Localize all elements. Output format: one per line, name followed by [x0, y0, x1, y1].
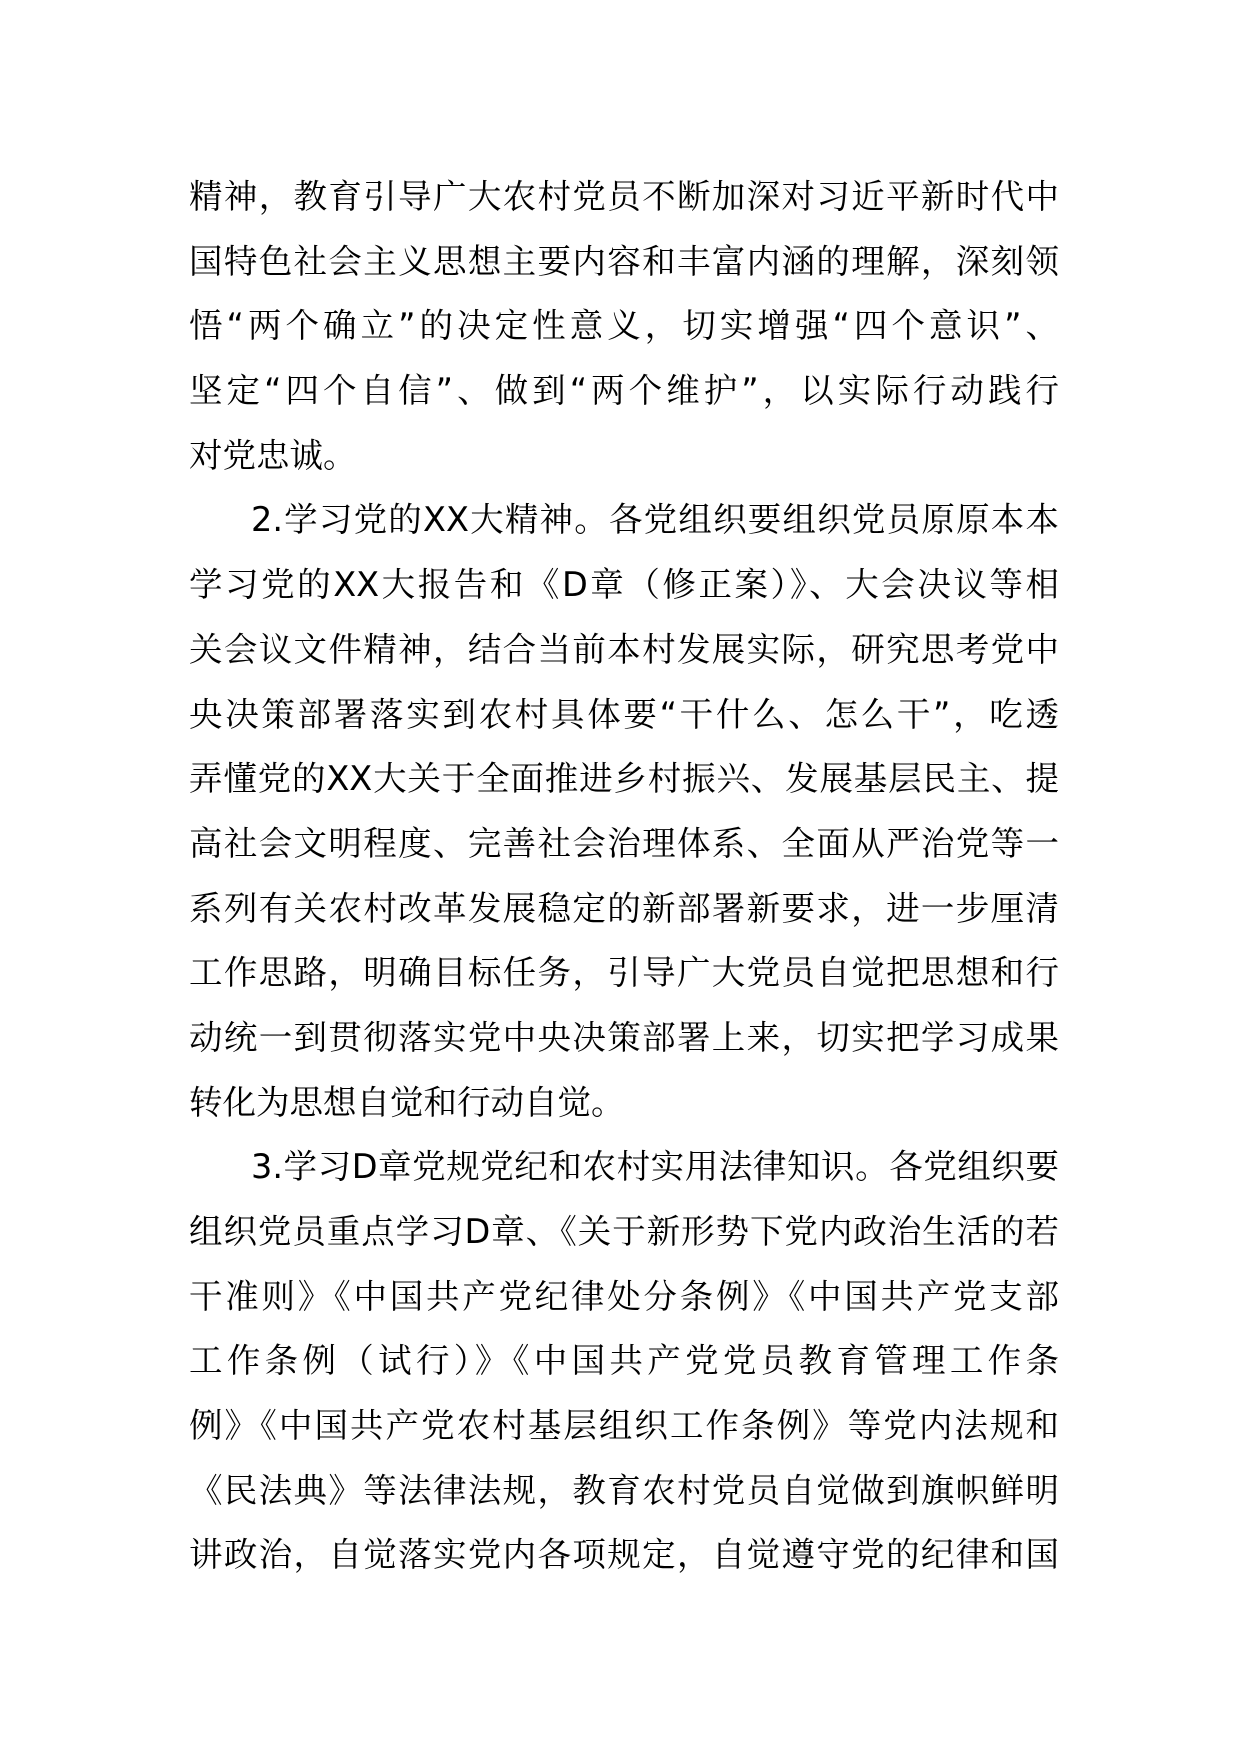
- text-line: 国特色社会主义思想主要内容和丰富内涵的理解，深刻领: [189, 241, 1059, 281]
- document-body: [189, 165, 1059, 1588]
- text-line: 学习党的XX大报告和《D章（修正案）》、大会决议等相: [189, 565, 1059, 605]
- text-line: 精神，教育引导广大农村党员不断加深对习近平新时代中: [189, 177, 1059, 216]
- text-line: 工作思路，明确目标任务，引导广大党员自觉把思想和行: [189, 953, 1059, 993]
- text-line: 弄懂党的XX大关于全面推进乡村振兴、发展基层民主、提: [189, 759, 1059, 799]
- text-line: 坚定“四个自信”、做到“两个维护”，以实际行动践行: [189, 371, 1059, 411]
- text-line: 央决策部署落实到农村具体要“干什么、怎么干”，吃透: [189, 694, 1059, 734]
- text-line: 《民法典》等法律法规，教育农村党员自觉做到旗帜鲜明: [189, 1470, 1059, 1510]
- text-line: 组织党员重点学习D章、《关于新形势下党内政治生活的若: [189, 1212, 1059, 1251]
- text-line: 高社会文明程度、完善社会治理体系、全面从严治党等一: [189, 823, 1059, 863]
- text-line: 3.学习D章党规党纪和农村实用法律知识。各党组织要: [251, 1147, 1059, 1187]
- text-line: 工作条例（试行）》《中国共产党党员教育管理工作条: [189, 1341, 1059, 1381]
- text-line: 转化为思想自觉和行动自觉。: [189, 1082, 625, 1122]
- paragraph-item-2: [189, 488, 1059, 1135]
- text-line: 2.学习党的XX大精神。各党组织要组织党员原原本本: [251, 500, 1059, 540]
- text-line: 干准则》《中国共产党纪律处分条例》《中国共产党支部: [189, 1276, 1059, 1316]
- text-line: 对党忠诚。: [189, 435, 357, 475]
- text-line: 讲政治，自觉落实党内各项规定，自觉遵守党的纪律和国: [189, 1535, 1059, 1575]
- text-line: 关会议文件精神，结合当前本村发展实际，研究思考党中: [189, 629, 1059, 669]
- text-line: 系列有关农村改革发展稳定的新部署新要求，进一步厘清: [189, 888, 1059, 928]
- text-line: 动统一到贯彻落实党中央决策部署上来，切实把学习成果: [189, 1017, 1059, 1057]
- paragraph-item-3: [189, 1135, 1059, 1588]
- text-line: 悟“两个确立”的决定性意义，切实增强“四个意识”、: [189, 306, 1059, 346]
- paragraph-continuation: [189, 165, 1059, 488]
- text-line: 例》《中国共产党农村基层组织工作条例》等党内法规和: [189, 1406, 1059, 1446]
